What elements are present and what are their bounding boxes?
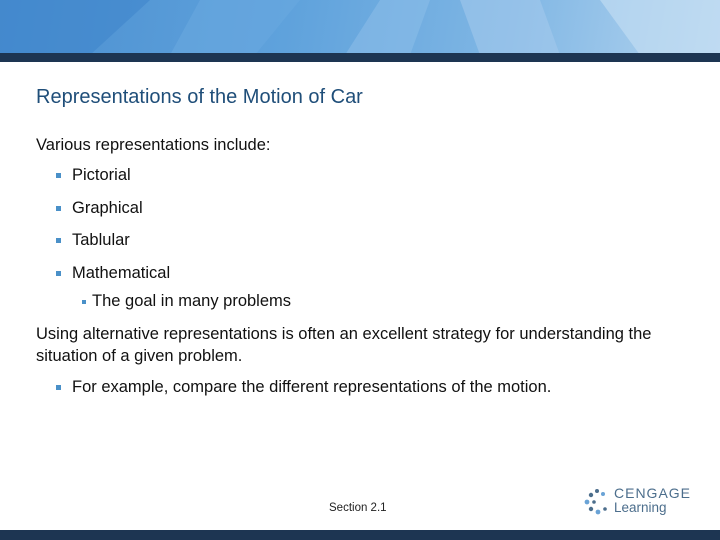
sub-bullet-label: The goal in many problems bbox=[92, 292, 292, 310]
footer-bar bbox=[0, 530, 720, 540]
bullet-marker bbox=[56, 271, 61, 276]
bullet-label: Pictorial bbox=[72, 166, 131, 184]
slide-title: Representations of the Motion of Car bbox=[36, 86, 363, 108]
sub-bullet-item bbox=[82, 292, 291, 311]
logo-wordmark-top: CENGAGE bbox=[614, 485, 692, 501]
bullet-marker bbox=[82, 300, 86, 304]
section-label: Section 2.1 bbox=[329, 502, 387, 514]
bullet-label: Graphical bbox=[72, 199, 143, 217]
example-bullet-label: For example, compare the different representations of the motion. bbox=[72, 378, 552, 396]
cengage-logo bbox=[584, 485, 694, 519]
bullet-marker bbox=[56, 385, 61, 390]
logo-wordmark-bottom: Learning bbox=[614, 500, 667, 515]
bullet-item bbox=[56, 199, 143, 218]
paragraph-text: Using alternative representations is often an excellent strategy for understanding the situation of a given problem. bbox=[36, 325, 652, 365]
bullet-marker bbox=[56, 238, 61, 243]
bullet-item bbox=[56, 264, 170, 283]
header-rule bbox=[0, 53, 720, 62]
bullet-marker bbox=[56, 173, 61, 178]
cengage-logo-mark-icon bbox=[584, 487, 610, 517]
bullet-label: Mathematical bbox=[72, 264, 171, 282]
bullet-label: Tablular bbox=[72, 231, 130, 249]
bullet-item bbox=[56, 166, 131, 185]
intro-text: Various representations include: bbox=[36, 136, 271, 154]
banner-decoration bbox=[0, 0, 720, 55]
example-bullet bbox=[56, 378, 551, 397]
header-banner bbox=[0, 0, 720, 55]
bullet-item bbox=[56, 231, 130, 250]
bullet-marker bbox=[56, 206, 61, 211]
